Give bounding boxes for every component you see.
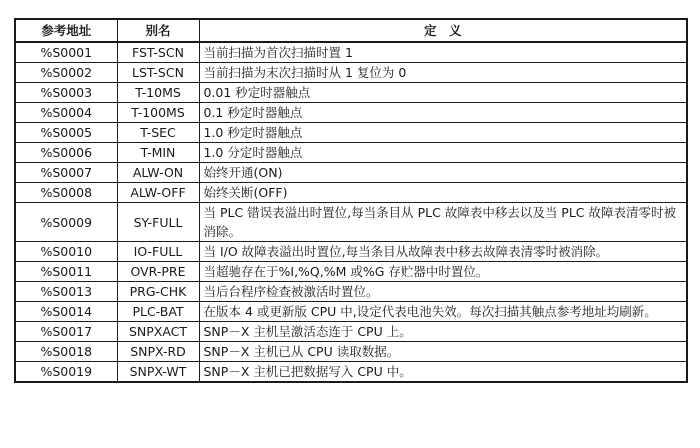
address-cell: %S0006 bbox=[15, 143, 117, 163]
alias-cell: OVR-PRE bbox=[117, 262, 199, 282]
alias-cell: PLC-BAT bbox=[117, 302, 199, 322]
alias-cell: T-SEC bbox=[117, 123, 199, 143]
definition-cell: 始终开通(ON) bbox=[199, 163, 687, 183]
address-cell: %S0005 bbox=[15, 123, 117, 143]
alias-cell: SY-FULL bbox=[117, 203, 199, 242]
address-cell: %S0004 bbox=[15, 103, 117, 123]
alias-cell: SNPX-WT bbox=[117, 362, 199, 383]
alias-cell: SNPX-RD bbox=[117, 342, 199, 362]
definition-cell: 当前扫描为首次扫描时置 1 bbox=[199, 42, 687, 63]
definition-cell: SNP－X 主机已把数据写入 CPU 中。 bbox=[199, 362, 687, 383]
header-definition: 定 义 bbox=[199, 19, 687, 42]
definition-cell: 0.01 秒定时器触点 bbox=[199, 83, 687, 103]
table-row bbox=[15, 302, 687, 322]
definition-cell: 0.1 秒定时器触点 bbox=[199, 103, 687, 123]
address-cell: %S0003 bbox=[15, 83, 117, 103]
alias-cell: PRG-CHK bbox=[117, 282, 199, 302]
table-row bbox=[15, 282, 687, 302]
address-cell: %S0001 bbox=[15, 42, 117, 63]
definition-cell: SNP－X 主机已从 CPU 读取数据。 bbox=[199, 342, 687, 362]
definition-cell: 在版本 4 或更新版 CPU 中,设定代表电池失效。每次扫描其触点参考地址均刷新。 bbox=[199, 302, 687, 322]
table-row bbox=[15, 83, 687, 103]
alias-cell: SNPXACT bbox=[117, 322, 199, 342]
address-cell: %S0008 bbox=[15, 183, 117, 203]
alias-cell: T-100MS bbox=[117, 103, 199, 123]
table-row bbox=[15, 342, 687, 362]
table-row bbox=[15, 103, 687, 123]
header-address: 参考地址 bbox=[15, 19, 117, 42]
table-row bbox=[15, 242, 687, 262]
address-cell: %S0017 bbox=[15, 322, 117, 342]
table-row bbox=[15, 262, 687, 282]
alias-cell: T-10MS bbox=[117, 83, 199, 103]
alias-cell: IO-FULL bbox=[117, 242, 199, 262]
table-row bbox=[15, 203, 687, 242]
address-cell: %S0009 bbox=[15, 203, 117, 242]
definition-cell: 当后台程序检查被激活时置位。 bbox=[199, 282, 687, 302]
table-row bbox=[15, 163, 687, 183]
definition-cell: 当超驰存在于%I,%Q,%M 或%G 存贮器中时置位。 bbox=[199, 262, 687, 282]
address-cell: %S0013 bbox=[15, 282, 117, 302]
address-cell: %S0010 bbox=[15, 242, 117, 262]
address-cell: %S0014 bbox=[15, 302, 117, 322]
table-row bbox=[15, 123, 687, 143]
table-row bbox=[15, 362, 687, 383]
address-cell: %S0002 bbox=[15, 63, 117, 83]
header-alias: 别名 bbox=[117, 19, 199, 42]
definition-cell: SNP－X 主机呈激活态连于 CPU 上。 bbox=[199, 322, 687, 342]
table-row bbox=[15, 63, 687, 83]
alias-cell: ALW-ON bbox=[117, 163, 199, 183]
system-reference-table bbox=[14, 18, 688, 383]
table-row bbox=[15, 183, 687, 203]
definition-cell: 始终关断(OFF) bbox=[199, 183, 687, 203]
table-header-row bbox=[15, 19, 687, 42]
alias-cell: ALW-OFF bbox=[117, 183, 199, 203]
definition-cell: 当 I/O 故障表溢出时置位,每当条目从故障表中移去故障表清零时被消除。 bbox=[199, 242, 687, 262]
address-cell: %S0011 bbox=[15, 262, 117, 282]
alias-cell: FST-SCN bbox=[117, 42, 199, 63]
table-row bbox=[15, 42, 687, 63]
table-row bbox=[15, 322, 687, 342]
table-body bbox=[15, 42, 687, 382]
address-cell: %S0007 bbox=[15, 163, 117, 183]
address-cell: %S0019 bbox=[15, 362, 117, 383]
reference-table-container bbox=[14, 18, 688, 383]
address-cell: %S0018 bbox=[15, 342, 117, 362]
definition-cell: 1.0 秒定时器触点 bbox=[199, 123, 687, 143]
table-row bbox=[15, 143, 687, 163]
definition-cell: 当前扫描为末次扫描时从 1 复位为 0 bbox=[199, 63, 687, 83]
definition-cell: 当 PLC 错误表溢出时置位,每当条目从 PLC 故障表中移去以及当 PLC 故障表清零时被消除。 bbox=[199, 203, 687, 242]
alias-cell: T-MIN bbox=[117, 143, 199, 163]
definition-cell: 1.0 分定时器触点 bbox=[199, 143, 687, 163]
alias-cell: LST-SCN bbox=[117, 63, 199, 83]
